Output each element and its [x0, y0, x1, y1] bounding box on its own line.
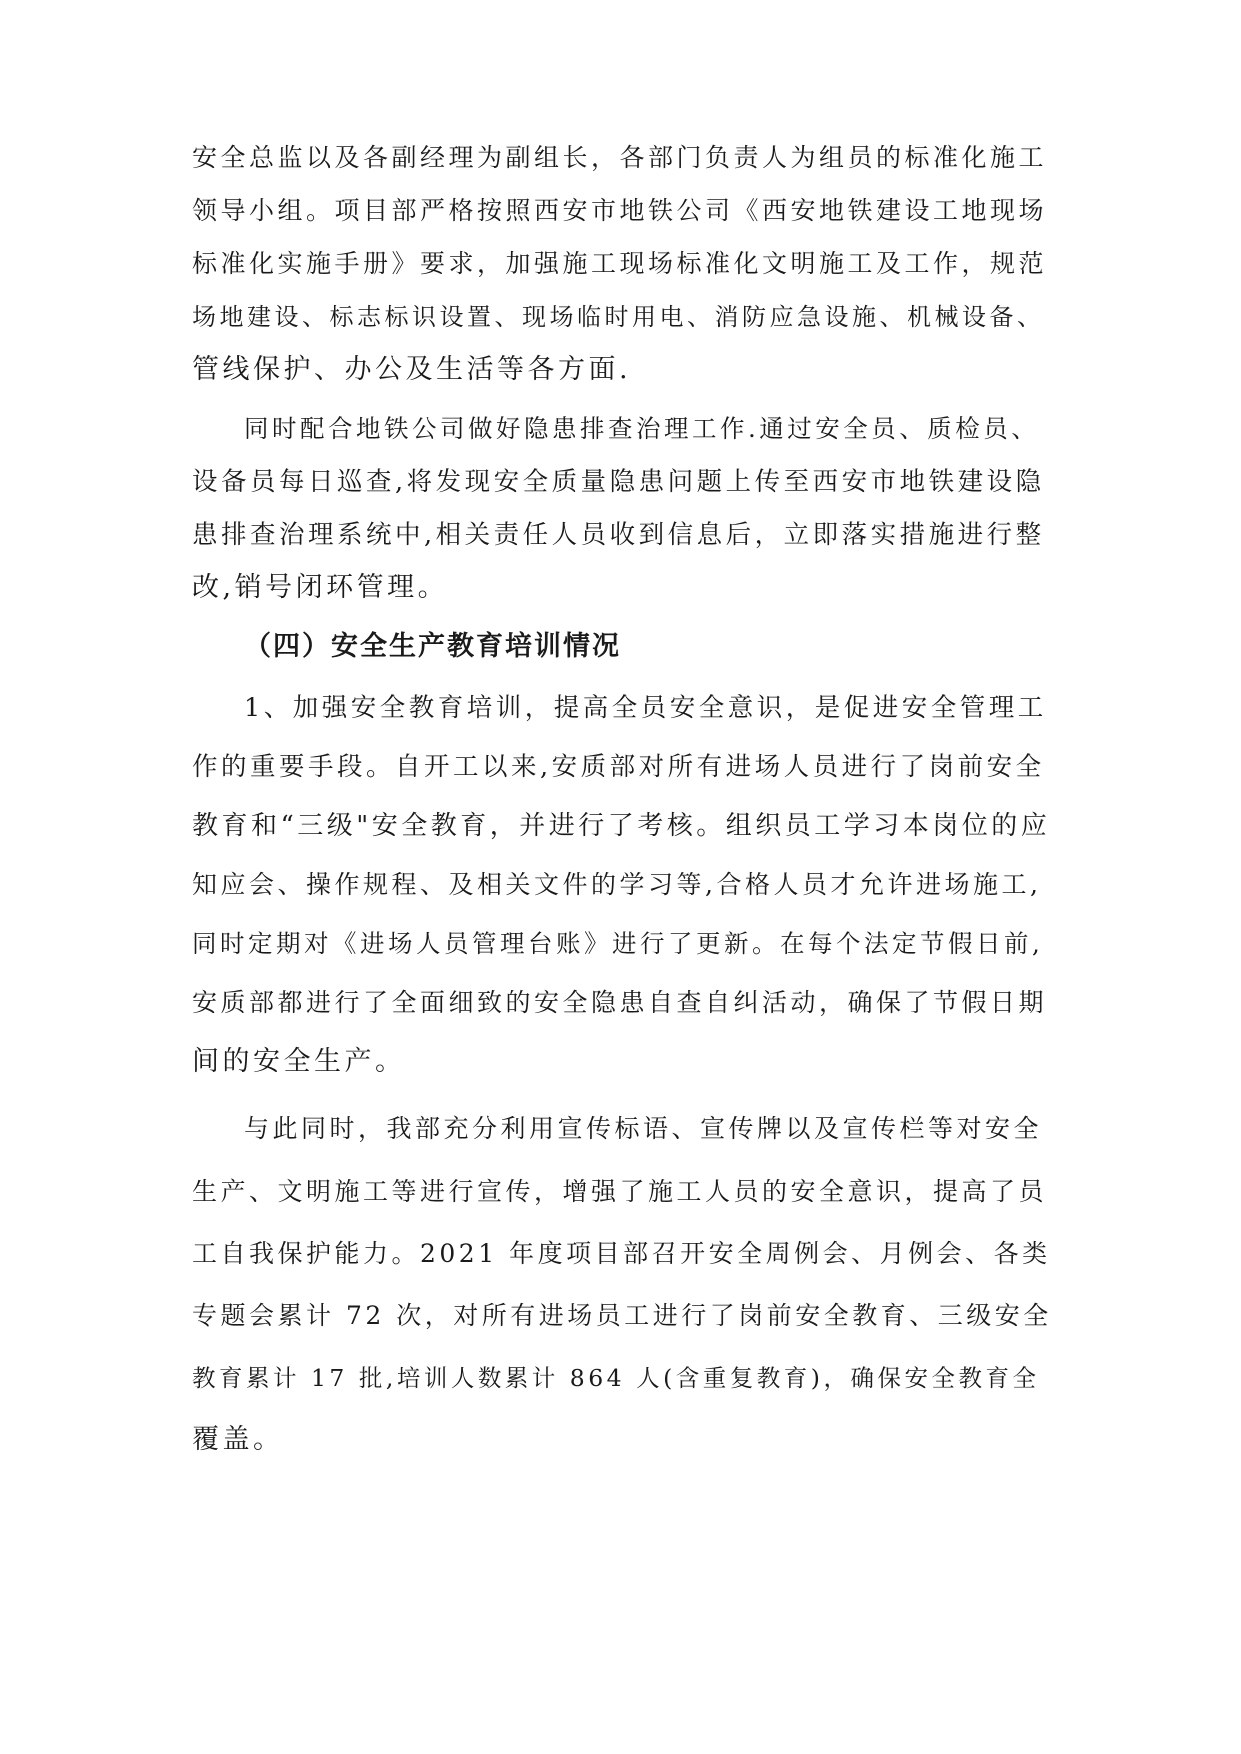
paragraph-line: 安质部都进行了全面细致的安全隐患自查自纠活动，确保了节假日期	[192, 988, 1048, 1017]
paragraph-line: 领导小组。项目部严格按照西安市地铁公司《西安地铁建设工地现场	[192, 196, 1048, 225]
paragraph-line: 专题会累计 72 次，对所有进场员工进行了岗前安全教育、三级安全	[192, 1301, 1052, 1330]
paragraph-line: 作的重要手段。自开工以来,安质部对所有进场人员进行了岗前安全	[192, 752, 1045, 782]
paragraph-line: 工自我保护能力。2021 年度项目部召开安全周例会、月例会、各类	[192, 1239, 1051, 1268]
paragraph-line: 同时配合地铁公司做好隐患排查治理工作.通过安全员、质检员、	[244, 414, 1040, 443]
paragraph-line: 生产、文明施工等进行宣传，增强了施工人员的安全意识，提高了员	[192, 1177, 1048, 1206]
paragraph-line: 管线保护、办公及生活等各方面.	[192, 354, 632, 385]
paragraph-line: 患排查治理系统中,相关责任人员收到信息后，立即落实措施进行整	[192, 520, 1045, 550]
paragraph-line: 设备员每日巡查,将发现安全质量隐患问题上传至西安市地铁建设隐	[192, 467, 1045, 497]
paragraph-line: 与此同时，我部充分利用宣传标语、宣传牌以及宣传栏等对安全	[244, 1114, 1043, 1143]
paragraph-line: 1、加强安全教育培训，提高全员安全意识，是促进安全管理工	[244, 693, 1047, 723]
section-heading: （四）安全生产教育培训情况	[244, 631, 621, 662]
paragraph-line: 同时定期对《进场人员管理台账》进行了更新。在每个法定节假日前,	[192, 929, 1044, 958]
paragraph-line: 场地建设、标志标识设置、现场临时用电、消防应急设施、机械设备、	[192, 303, 1045, 331]
paragraph-line: 间的安全生产。	[192, 1046, 406, 1077]
paragraph-line: 教育累计 17 批,培训人数累计 864 人(含重复教育)，确保安全教育全	[192, 1364, 1040, 1392]
paragraph-line: 标准化实施手册》要求，加强施工现场标准化文明施工及工作，规范	[192, 249, 1048, 278]
paragraph-line: 安全总监以及各副经理为副组长，各部门负责人为组员的标准化施工	[192, 143, 1048, 172]
paragraph-line: 覆盖。	[192, 1424, 284, 1455]
paragraph-line: 教育和“三级"安全教育，并进行了考核。组织员工学习本岗位的应	[192, 811, 1051, 841]
paragraph-line: 改,销号闭环管理。	[192, 572, 449, 603]
paragraph-line: 知应会、操作规程、及相关文件的学习等,合格人员才允许进场施工,	[192, 870, 1042, 899]
